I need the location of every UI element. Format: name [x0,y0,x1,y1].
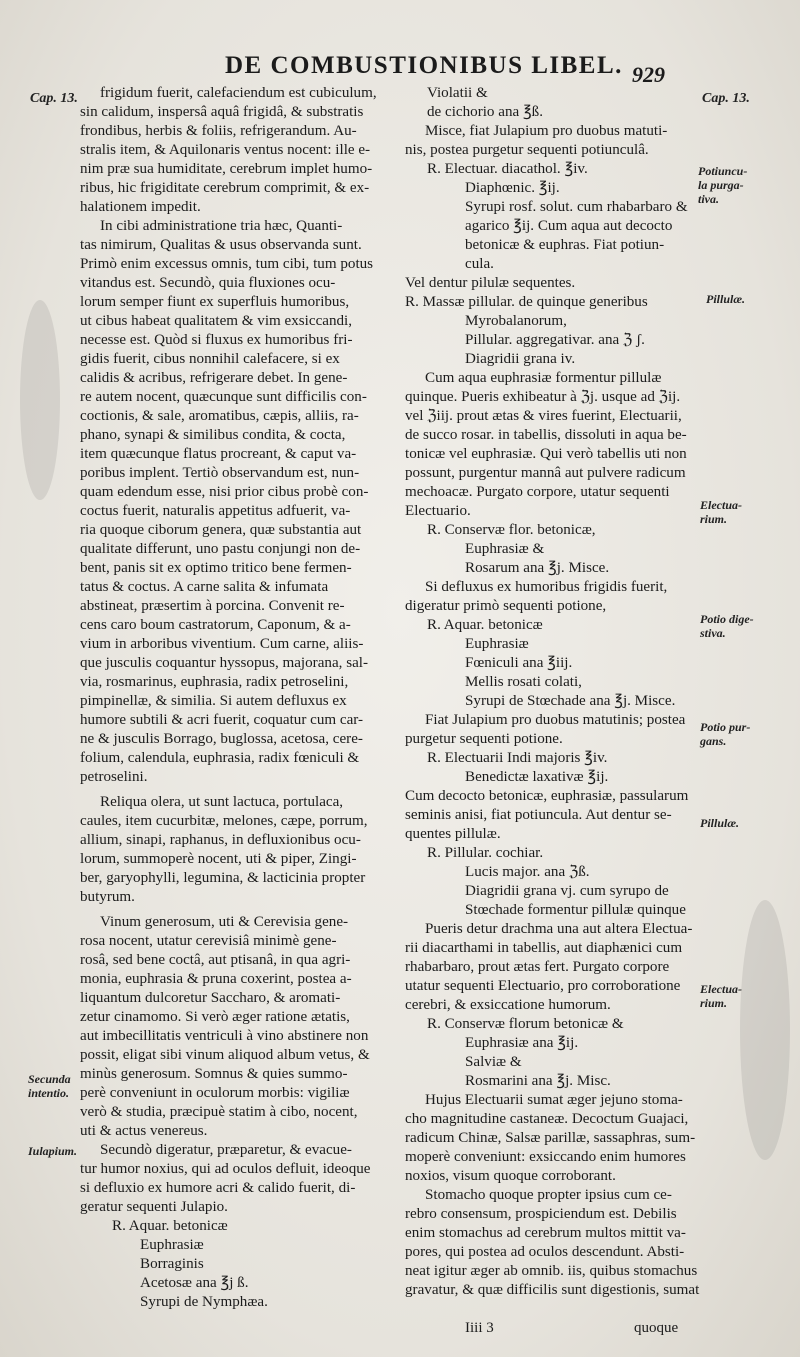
text-line: Salviæ & [465,1054,522,1070]
signature-mark: Iiii 3 [465,1320,494,1336]
text-line: ribus, hic frigiditate cerebrum comprimit, & ex- [80,180,370,196]
text-line: ber, garyophylli, legumina, & lacticinia propter [80,870,366,886]
text-line: liquantum dulcoretur Saccharo, & aromati- [80,990,341,1006]
text-line: Fœniculi ana ℥iij. [465,655,573,671]
text-line: R. Pillular. cochiar. [427,845,544,861]
text-line: Stœchade formentur pillulæ quinque [465,902,686,918]
text-line: frondibus, herbis & foliis, refrigerandum. Au- [80,123,357,139]
page-stain [20,300,60,500]
text-line: halationem impedit. [80,199,201,215]
text-line: purgetur sequenti potione. [405,731,563,747]
note-secunda-intentio: Secunda intentio. [28,1072,71,1100]
right-text-column [405,84,700,1300]
text-line: Electuario. [405,503,471,519]
text-line: pores, qui postea ad oculos descendunt. Absti- [405,1244,685,1260]
text-line: ne & jusculis Borrago, buglossa, acetosa, cere- [80,731,363,747]
text-line: ut cibus habeat qualitatem & vim exsiccandi, [80,313,353,329]
text-line: Hujus Electuarii sumat æger jejuno stoma- [425,1092,683,1108]
text-line: digeratur primò sequenti potione, [405,598,607,614]
text-line: quam edendum esse, nisi prior cibus probè con- [80,484,369,500]
text-line: Cum decocto betonicæ, euphrasiæ, passularum [405,788,689,804]
text-line: possunt, purgentur mannâ aut pulvere radicum [405,465,686,481]
note-electuarium: Electua- rium. [700,498,742,526]
text-line: lorum, summoperè nocent, uti & piper, Zingi- [80,851,357,867]
text-line: sin calidum, inspersâ aquâ frigidâ, & substratis [80,104,364,120]
page-stain [740,900,790,1160]
text-line: petroselini. [80,769,148,785]
text-line: de cichorio ana ℥ß. [427,104,544,120]
text-line: Si defluxus ex humoribus frigidis fuerit, [425,579,668,595]
text-line: re autem nocent, quæcunque sunt difficilis con- [80,389,367,405]
text-line: nis, postea purgetur sequenti potiunculâ. [405,142,649,158]
text-line: si defluxio ex humore acri & calido fuerit, di- [80,1180,356,1196]
text-line: Lucis major. ana ℨß. [465,864,590,880]
text-line: Syrupi de Nymphæa. [140,1294,268,1310]
text-line: utatur sequenti Electuario, pro corroboratione [405,978,681,994]
text-line: geratur sequenti Julapio. [80,1199,228,1215]
text-line: Diagridii grana vj. cum syrupo de [465,883,669,899]
text-line: Cum aqua euphrasiæ formentur pillulæ [425,370,662,386]
text-line: cens caro boum castratorum, Caponum, & a- [80,617,351,633]
running-head: DE COMBUSTIONIBUS LIBEL. [225,52,623,79]
text-line: uti & actus venereus. [80,1123,208,1139]
text-line: Myrobalanorum, [465,313,567,329]
text-line: necesse est. Quòd si fluxus ex humoribus fri- [80,332,353,348]
text-line: nim præ sua humiditate, cerebrum implet humo- [80,161,373,177]
text-line: quinque. Pueris exhibeatur à ℨj. usque ad ℨij. [405,389,681,405]
note-potio-digestiva: Potio dige- stiva. [700,612,754,640]
text-line: bent, panis sit ex optimo tritico bene fermen- [80,560,352,576]
text-line: vitandus est. Secundò, quia fluxiones ocu- [80,275,336,291]
text-line: quentes pillulæ. [405,826,501,842]
text-line: verò & studia, præcipuè statim à cibo, nocent, [80,1104,358,1120]
text-line: Euphrasiæ [140,1237,204,1253]
text-line: R. Conservæ flor. betonicæ, [427,522,596,538]
note-julapium: Iulapium. [28,1144,78,1158]
text-line: Rosmarini ana ℥j. Misc. [465,1073,611,1089]
text-line: Pueris detur drachma una aut altera Electua- [425,921,693,937]
text-line: pimpinellæ, & similia. Si autem defluxus ex [80,693,347,709]
text-line: Benedictæ laxativæ ℥ij. [465,769,609,785]
page-number: 929 [632,62,665,87]
text-line: neat igitur æger ab omnib. iis, quibus stomachus [405,1263,698,1279]
text-line: Vinum generosum, uti & Cerevisia gene- [100,914,349,930]
text-line: humore subtili & acri fuerit, coquatur cum car- [80,712,364,728]
text-line: monia, euphrasia & pruna coxerint, postea a- [80,971,352,987]
text-line: phano, synapi & similibus condita, & cocta, [80,427,346,443]
text-line: frigidum fuerit, calefaciendum est cubiculum, [100,85,377,101]
text-line: mechoacæ. Purgato corpore, utatur sequenti [405,484,670,500]
text-line: R. Electuar. diacathol. ℥iv. [427,161,588,177]
catchword: quoque [634,1320,679,1336]
text-line: Vel dentur pilulæ sequentes. [405,275,576,291]
text-line: Violatii & [427,85,488,101]
text-line: Diagridii grana iv. [465,351,576,367]
text-line: Euphrasiæ ana ℥ij. [465,1035,579,1051]
text-line: coctionis, & sale, aromatibus, cæpis, alliis, ra- [80,408,359,424]
text-line: lorum semper fiunt ex superfluis humoribus, [80,294,350,310]
text-line: abstineat, præsertim à porcina. Convenit re- [80,598,345,614]
text-line: Syrupi rosf. solut. cum rhabarbaro & [465,199,688,215]
text-line: gravatur, & quæ difficilis sunt digestionis, sumat [405,1282,700,1298]
note-pillulae-2: Pillulæ. [700,816,740,830]
text-line: tatus & coctus. A carne salita & infumata [80,579,329,595]
text-line: via, rosmarinus, euphrasia, radix petroselini, [80,674,349,690]
text-line: rosâ, sed bene coctâ, aut ptisanâ, in qua agri- [80,952,351,968]
text-line: R. Aquar. betonicæ [427,617,543,633]
text-line: caules, item cucurbitæ, melones, cæpe, porrum, [80,813,368,829]
text-line: cho magnitudine castaneæ. Decoctum Guajaci, [405,1111,689,1127]
text-line: betonicæ & euphras. Fiat potiun- [465,237,665,253]
chapter-note-right: Cap. 13. [702,91,750,106]
text-line: Euphrasiæ [465,636,529,652]
text-line: Reliqua olera, ut sunt lactuca, portulaca, [100,794,344,810]
text-line: Pillular. aggregativar. ana ℨ ʃ. [465,332,645,348]
note-electuarium-2: Electua- rium. [700,982,742,1010]
text-line: Primò enim excessus omnis, tum cibi, tum potus [80,256,374,272]
text-line: item quæcunque flatus procreant, & caput va- [80,446,357,462]
text-line: vel ℨiij. prout ætas & vires fuerint, Electuarii, [405,408,682,424]
text-line: coctus fuerit, naturalis appetitus adfuerit, va- [80,503,351,519]
text-line: allium, sinapi, raphanus, in defluxionibus ocu- [80,832,361,848]
text-line: Acetosæ ana ℥j ß. [140,1275,249,1291]
text-line: aut imbecillitatis ventriculi à vino abstinere non [80,1028,369,1044]
text-line: Secundò digeratur, præparetur, & evacue- [100,1142,352,1158]
text-line: qualitate differunt, uno pastu conjungi non de- [80,541,361,557]
note-pillulae: Pillulæ. [706,292,746,306]
text-line: Euphrasiæ & [465,541,545,557]
text-line: rii diacarthami in tabellis, aut diaphænici cum [405,940,683,956]
text-line: R. Electuarii Indi majoris ℥iv. [427,750,608,766]
text-line: poribus implent. Tertiò observandum est, nun- [80,465,360,481]
text-line: minùs generosum. Somnus & quies summo- [80,1066,348,1082]
text-line: rebro consensum, prospiciendum est. Debilis [405,1206,677,1222]
text-line: vium in arboribus viventium. Cum carne, aliis- [80,636,364,652]
text-line: gidis fuerit, cibus nonnihil calefacere, si ex [80,351,340,367]
text-line: de succo rosar. in tabellis, dissoluti in aqua be- [405,427,687,443]
text-line: R. Massæ pillular. de quinque generibus [405,294,648,310]
text-line: noxios, visum quoque corroborant. [405,1168,616,1184]
text-line: Rosarum ana ℥j. Misce. [465,560,610,576]
text-line: Mellis rosati colati, [465,674,582,690]
text-line: rhabarbaro, prout ætas fert. Purgato corpore [405,959,670,975]
text-line: Misce, fiat Julapium pro duobus matuti- [425,123,668,139]
text-line: que jusculis coquantur hyssopus, majorana, sal- [80,655,368,671]
left-text-column [80,84,392,1312]
text-line: radicum Chinæ, Salsæ parillæ, sassaphras, sum- [405,1130,696,1146]
text-line: zetur cinamomo. Si verò æger ratione ætatis, [80,1009,350,1025]
text-line: Diaphœnic. ℥ij. [465,180,560,196]
text-line: stralis item, & Aquilonaris ventus nocent: ille e- [80,142,371,158]
text-line: agarico ℥ij. Cum aqua aut decocto [465,218,673,234]
text-line: Fiat Julapium pro duobus matutinis; postea [425,712,686,728]
text-line: cerebri, & exsiccatione humorum. [405,997,611,1013]
text-line: enim stomachus ad cerebrum multos mittit va- [405,1225,686,1241]
text-line: R. Aquar. betonicæ [112,1218,228,1234]
text-line: tur humor noxius, qui ad oculos defluit, ideoque [80,1161,371,1177]
note-potiuncula: Potiuncu- la purga- tiva. [698,164,748,206]
text-line: tas nimirum, Qualitas & usus observanda sunt. [80,237,362,253]
text-line: ria quoque ciborum genera, quæ substantia aut [80,522,362,538]
text-line: calidis & acribus, refrigerare debet. In gene- [80,370,348,386]
text-line: folium, calendula, euphrasia, radix fœniculi & [80,750,360,766]
text-line: possit, eligat sibi vinum aliquod album vetus, & [80,1047,370,1063]
text-line: In cibi administratione tria hæc, Quanti- [100,218,343,234]
text-line: rosa nocent, utatur cerevisiâ minimè gene- [80,933,337,949]
text-line: Stomacho quoque propter ipsius cum ce- [425,1187,672,1203]
text-line: perè conveniunt in oculorum morbis: vigiliæ [80,1085,350,1101]
text-line: seminis anisi, fiat potiuncula. Aut dentur se- [405,807,672,823]
text-line: R. Conservæ florum betonicæ & [427,1016,624,1032]
chapter-note-left: Cap. 13. [30,91,78,106]
text-line: Syrupi de Stœchade ana ℥j. Misce. [465,693,676,709]
text-line: moperè conveniunt: exsiccando enim humores [405,1149,686,1165]
note-potio-purgans: Potio pur- gans. [700,720,751,748]
text-line: butyrum. [80,889,135,905]
text-line: Borraginis [140,1256,204,1272]
text-line: tonicæ vel euphrasiæ. Qui verò tabellis uti non [405,446,687,462]
text-line: cula. [465,256,494,272]
